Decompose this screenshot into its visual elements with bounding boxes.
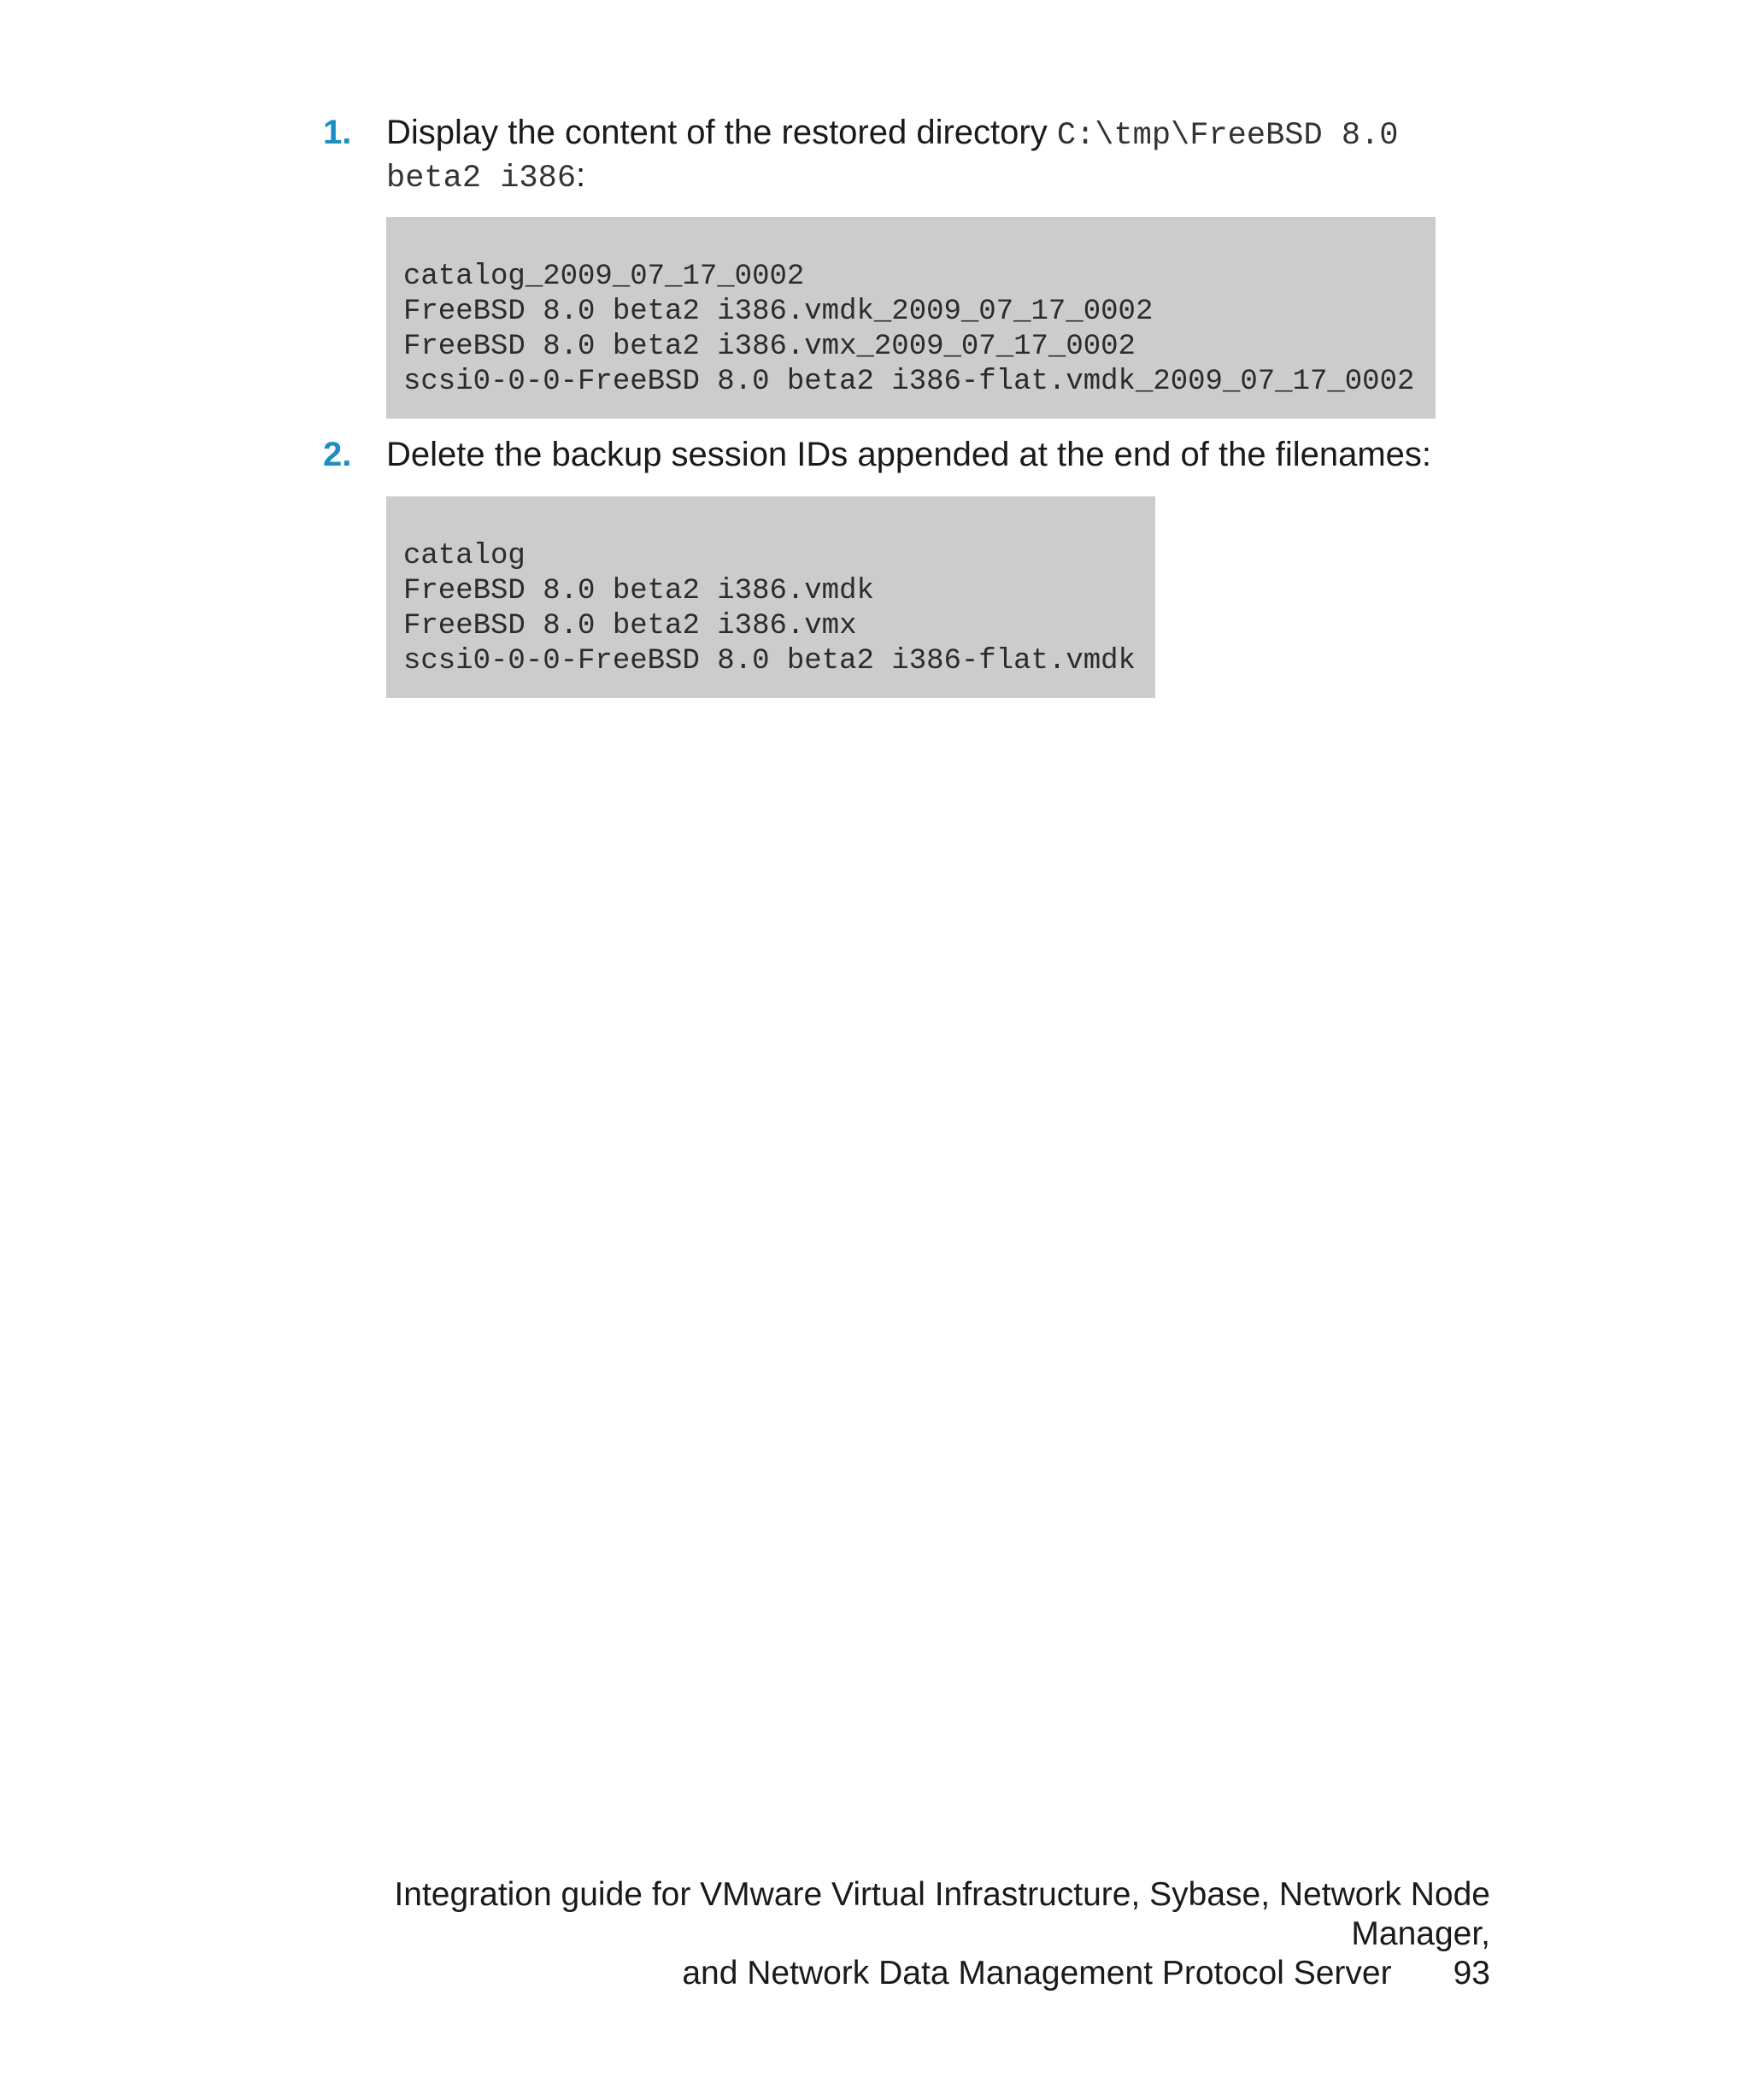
step-text-lead: Display the content of the restored directory <box>386 114 1057 151</box>
code-line: FreeBSD 8.0 beta2 i386.vmx_2009_07_17_0002 <box>403 331 1136 363</box>
page-number: 93 <box>1453 1955 1490 1991</box>
step-text-trail: : <box>576 156 586 194</box>
code-line: FreeBSD 8.0 beta2 i386.vmdk_2009_07_17_0002 <box>403 296 1154 328</box>
code-line: FreeBSD 8.0 beta2 i386.vmx <box>403 610 857 642</box>
step-number: 2. <box>323 436 352 473</box>
code-line: scsi0-0-0-FreeBSD 8.0 beta2 i386-flat.vmdk <box>403 645 1136 678</box>
code-block-renamed-files <box>386 496 1155 698</box>
step-2 <box>323 435 1485 478</box>
step-text: Delete the backup session IDs appended at the end of the filenames: <box>386 436 1432 473</box>
code-line: catalog <box>403 540 526 572</box>
code-block-restored-files <box>386 217 1436 419</box>
footer-title-line-2 <box>294 1954 1490 1993</box>
code-line: FreeBSD 8.0 beta2 i386.vmdk <box>403 575 874 607</box>
code-line: catalog_2009_07_17_0002 <box>403 261 805 293</box>
page-footer <box>294 1875 1490 1993</box>
code-line: scsi0-0-0-FreeBSD 8.0 beta2 i386-flat.vmdk_2009_07_17_0002 <box>403 366 1415 398</box>
step-1 <box>323 113 1485 198</box>
step-text <box>386 113 1489 198</box>
footer-title-line-2-text: and Network Data Management Protocol Server <box>682 1955 1392 1991</box>
footer-title-line-1: Integration guide for VMware Virtual Infrastructure, Sybase, Network Node Manager, <box>394 1876 1490 1952</box>
inline-code-path: C:\tmp\FreeBSD 8.0 beta2 i386 <box>386 118 1399 197</box>
step-number: 1. <box>323 114 352 151</box>
